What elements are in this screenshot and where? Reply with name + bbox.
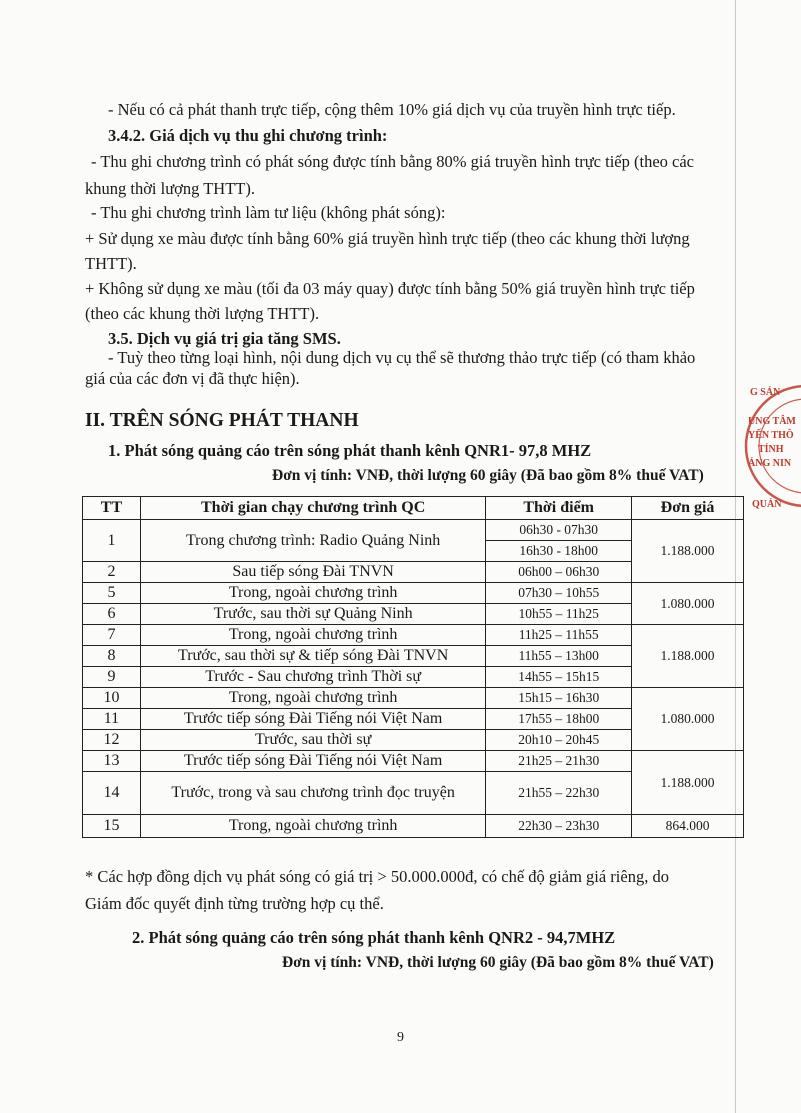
official-seal (736, 376, 801, 516)
heading-qnr2: 2. Phát sóng quảng cáo trên sóng phát thanh kênh QNR2 - 94,7MHZ (132, 928, 616, 947)
header-time: Thời điểm (486, 497, 632, 520)
header-price: Đơn giá (632, 497, 744, 520)
cell-time: 20h10 – 20h45 (486, 730, 632, 751)
cell-tt: 1 (83, 520, 141, 562)
qnr1-rate-table (82, 496, 744, 838)
cell-time: 21h25 – 21h30 (486, 751, 632, 772)
cell-time: 17h55 – 18h00 (486, 709, 632, 730)
cell-program: Trước - Sau chương trình Thời sự (140, 667, 485, 688)
cell-tt: 11 (83, 709, 141, 730)
paragraph-without-ob-van-1: + Không sử dụng xe màu (tối đa 03 máy quay) được tính bằng 50% giá truyền hình trực tiếp (85, 279, 695, 298)
table-row (83, 751, 744, 772)
seal-line: QUẢN (752, 499, 782, 510)
cell-time: 16h30 - 18h00 (486, 541, 632, 562)
seal-graphic (736, 376, 801, 516)
paragraph-with-ob-van-2: THTT). (85, 254, 137, 273)
cell-program: Trong, ngoài chương trình (140, 815, 485, 838)
cell-time: 10h55 – 11h25 (486, 604, 632, 625)
table-row (83, 625, 744, 646)
seal-line: UNG TÂM (748, 416, 796, 427)
cell-price: 1.188.000 (632, 520, 744, 583)
seal-line: YẾN THÔ (748, 430, 794, 441)
seal-line: TỈNH (758, 444, 784, 455)
cell-program: Trước, sau thời sự (140, 730, 485, 751)
cell-tt: 5 (83, 583, 141, 604)
table-row (83, 815, 744, 838)
seal-line: G SẢN (750, 387, 781, 398)
header-tt: TT (83, 497, 141, 520)
seal-line: ẢNG NIN (748, 458, 792, 469)
paragraph-with-ob-van-1: + Sử dụng xe màu được tính bằng 60% giá truyền hình trực tiếp (theo các khung thời lượng (85, 229, 690, 248)
cell-time: 21h55 – 22h30 (486, 772, 632, 815)
cell-program: Trong chương trình: Radio Quảng Ninh (140, 520, 485, 562)
cell-tt: 10 (83, 688, 141, 709)
cell-price: 1.080.000 (632, 688, 744, 751)
cell-program: Trong, ngoài chương trình (140, 688, 485, 709)
heading-3-4-2: 3.4.2. Giá dịch vụ thu ghi chương trình: (108, 126, 388, 145)
paragraph-live-radio: - Nếu có cả phát thanh trực tiếp, cộng thêm 10% giá dịch vụ của truyền hình trực tiếp. (108, 100, 676, 119)
cell-program: Trước tiếp sóng Đài Tiếng nói Việt Nam (140, 751, 485, 772)
cell-tt: 9 (83, 667, 141, 688)
table-row (83, 583, 744, 604)
cell-time: 15h15 – 16h30 (486, 688, 632, 709)
cell-time: 11h55 – 13h00 (486, 646, 632, 667)
cell-tt: 6 (83, 604, 141, 625)
note-discount-2: Giám đốc quyết định từng trường hợp cụ thể. (85, 894, 384, 913)
paragraph-recording-broadcast-2: khung thời lượng THTT). (85, 179, 255, 198)
cell-tt: 8 (83, 646, 141, 667)
cell-program: Trước tiếp sóng Đài Tiếng nói Việt Nam (140, 709, 485, 730)
cell-program: Trong, ngoài chương trình (140, 625, 485, 646)
heading-3-5: 3.5. Dịch vụ giá trị gia tăng SMS. (108, 329, 341, 348)
cell-time: 11h25 – 11h55 (486, 625, 632, 646)
cell-price: 1.188.000 (632, 751, 744, 815)
page-number: 9 (397, 1030, 404, 1045)
table-header-row (83, 497, 744, 520)
cell-tt: 7 (83, 625, 141, 646)
cell-program: Trong, ngoài chương trình (140, 583, 485, 604)
unit-note-qnr1: Đơn vị tính: VNĐ, thời lượng 60 giây (Đã bao gồm 8% thuế VAT) (272, 467, 704, 484)
paragraph-sms-1: - Tuỳ theo từng loại hình, nội dung dịch vụ cụ thể sẽ thương thảo trực tiếp (có tham khảo (108, 348, 696, 367)
cell-time: 07h30 – 10h55 (486, 583, 632, 604)
cell-price: 1.188.000 (632, 625, 744, 688)
cell-program: Trước, sau thời sự & tiếp sóng Đài TNVN (140, 646, 485, 667)
cell-tt: 15 (83, 815, 141, 838)
cell-tt: 12 (83, 730, 141, 751)
cell-time: 14h55 – 15h15 (486, 667, 632, 688)
cell-program: Trước, trong và sau chương trình đọc truyện (140, 772, 485, 815)
table-row (83, 520, 744, 541)
cell-time: 22h30 – 23h30 (486, 815, 632, 838)
paragraph-archive-recording: - Thu ghi chương trình làm tư liệu (không phát sóng): (91, 203, 446, 222)
cell-time: 06h30 - 07h30 (486, 520, 632, 541)
paragraph-without-ob-van-2: (theo các khung thời lượng THTT). (85, 304, 320, 323)
cell-tt: 2 (83, 562, 141, 583)
unit-note-qnr2: Đơn vị tính: VNĐ, thời lượng 60 giây (Đã bao gồm 8% thuế VAT) (282, 954, 714, 971)
table-row (83, 688, 744, 709)
note-discount-1: * Các hợp đồng dịch vụ phát sóng có giá trị > 50.000.000đ, có chế độ giảm giá riêng, do (85, 867, 669, 886)
cell-program: Sau tiếp sóng Đài TNVN (140, 562, 485, 583)
cell-tt: 13 (83, 751, 141, 772)
paragraph-sms-2: giá của các đơn vị đã thực hiện). (85, 369, 300, 388)
cell-program: Trước, sau thời sự Quảng Ninh (140, 604, 485, 625)
cell-tt: 14 (83, 772, 141, 815)
paragraph-recording-broadcast-1: - Thu ghi chương trình có phát sóng được tính bằng 80% giá truyền hình trực tiếp (theo các (91, 152, 694, 171)
cell-price: 864.000 (632, 815, 744, 838)
cell-time: 06h00 – 06h30 (486, 562, 632, 583)
cell-price: 1.080.000 (632, 583, 744, 625)
section-ii-title: II. TRÊN SÓNG PHÁT THANH (85, 410, 359, 431)
header-program: Thời gian chạy chương trình QC (140, 497, 485, 520)
heading-qnr1: 1. Phát sóng quảng cáo trên sóng phát thanh kênh QNR1- 97,8 MHZ (108, 441, 592, 460)
